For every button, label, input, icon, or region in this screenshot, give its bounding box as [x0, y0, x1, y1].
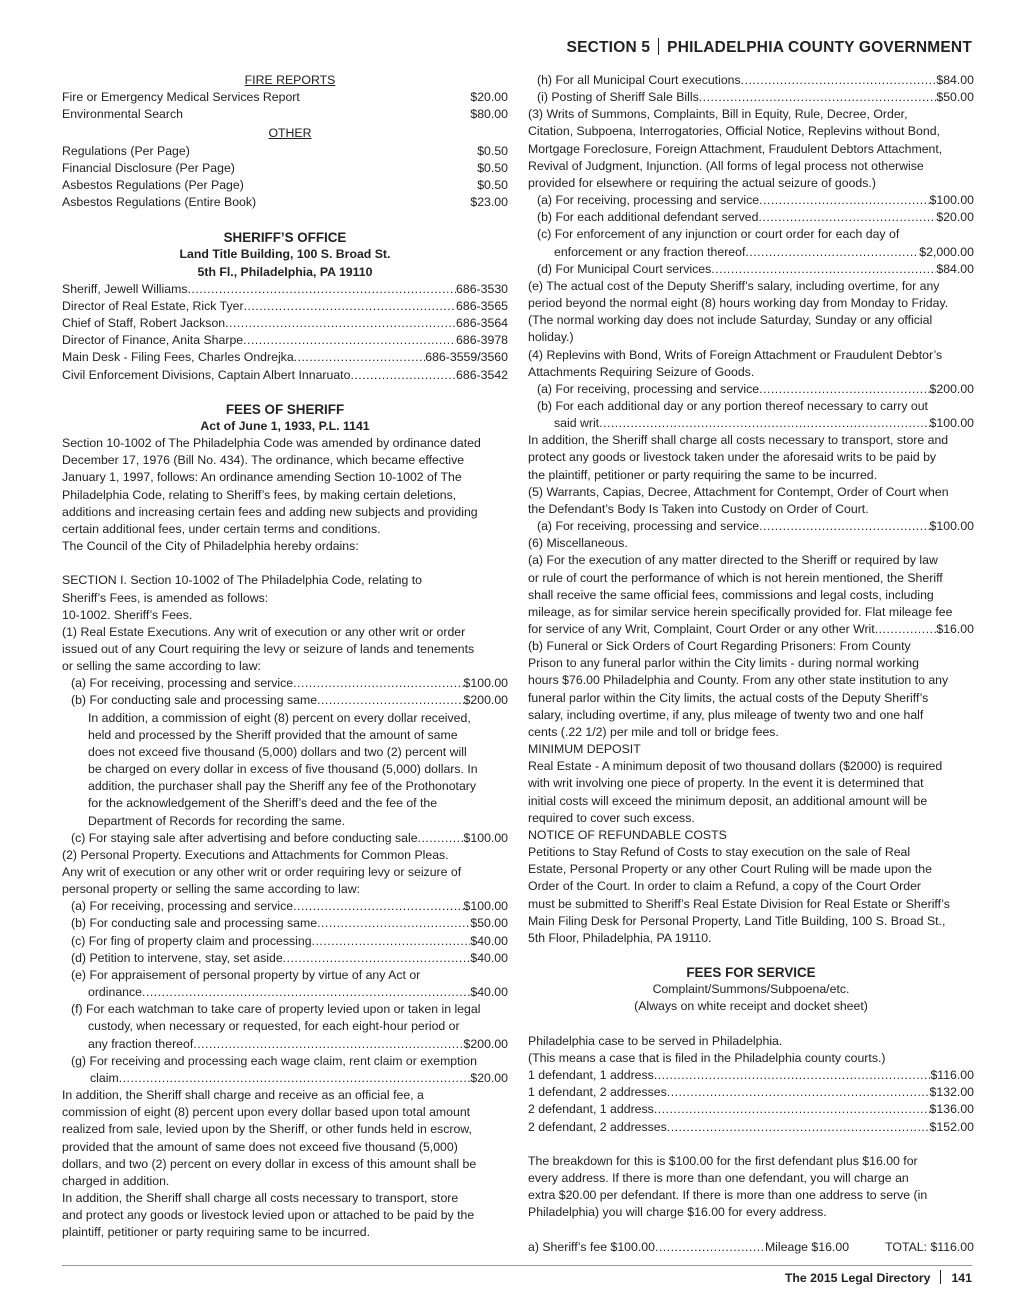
ordinance-intro	[62, 435, 508, 555]
fee-value: $50.00	[936, 90, 974, 105]
writs-fee-c	[528, 244, 974, 261]
text-line: (e) The actual cost of the Deputy Sheriff’s salary, including overtime, for any	[528, 278, 940, 293]
leader-dots	[119, 1070, 471, 1087]
fee-value: $100.00	[463, 830, 508, 845]
fee-label: Civil Enforcement Divisions, Captain Albert Innaruato	[62, 367, 351, 382]
fee-row	[62, 177, 508, 194]
text-line: Philadelphia case to be served in Philadelphia.	[528, 1033, 783, 1048]
leader-dots	[654, 1101, 930, 1118]
text-line: The breakdown for this is $100.00 for the first defendant plus $16.00 for	[528, 1153, 918, 1168]
fee-label: Main Desk - Filing Fees, Charles Ondrejka	[62, 350, 294, 365]
fee-label: any fraction thereof	[88, 1036, 194, 1051]
section-one-text	[62, 572, 508, 675]
leader-dots	[418, 830, 464, 847]
other-heading: OTHER	[268, 126, 312, 141]
fee-row	[62, 1036, 508, 1053]
fee-row	[528, 415, 974, 432]
text-line: (1) Real Estate Executions. Any writ of execution or any other writ or order	[62, 624, 466, 639]
fee-value: $0.50	[477, 177, 508, 192]
leader-dots	[599, 415, 929, 432]
text-line: Section 10-1002 of The Philadelphia Code was amended by ordinance dated	[62, 436, 481, 451]
sheriff-office-heading: SHERIFF’S OFFICE	[223, 230, 347, 246]
fire-reports-heading: FIRE REPORTS	[244, 73, 336, 87]
fee-row	[62, 984, 508, 1001]
fee-row	[62, 332, 508, 349]
fee-row	[528, 244, 974, 261]
section-header	[567, 38, 972, 57]
fee-value: 686-3542	[456, 367, 508, 382]
fee-row	[62, 143, 508, 160]
text-line: and protect any goods or livestock levied upon or attached to be paid by the	[62, 1208, 475, 1223]
fee-label: 2 defendant, 1 address	[528, 1102, 654, 1117]
text-line: Philadelphia) you will charge $16.00 for every address.	[528, 1205, 827, 1220]
right-column	[528, 72, 974, 1256]
text-line: Real Estate - A minimum deposit of two thousand dollars ($2000) is required	[528, 759, 943, 774]
fee-row	[528, 209, 974, 226]
text-line: held and processed by the Sheriff provided that the amount of same	[88, 727, 458, 742]
fee-row	[528, 518, 974, 535]
leader-dots	[193, 1036, 463, 1053]
fee-row	[62, 315, 508, 332]
fee-label: 1 defendant, 2 addresses	[528, 1085, 667, 1100]
fees-act-citation: Act of June 1, 1933, P.L. 1141	[200, 418, 370, 433]
fee-row	[528, 1067, 974, 1084]
fee-row	[62, 1070, 508, 1087]
text-line: shall receive the same official fees, commissions and legal costs, including	[528, 587, 934, 602]
text-line: addition, the purchaser shall pay the Sheriff any fee of the Prothonotary	[88, 779, 477, 794]
text-line: 5th Floor, Philadelphia, PA 19110.	[528, 930, 712, 945]
leader-dots	[759, 518, 929, 535]
fee-label: Asbestos Regulations (Per Page)	[62, 177, 244, 192]
sheriff-fee-label: a) Sheriff’s fee $100.00	[528, 1239, 655, 1254]
text-line: the Defendant’s Body Is Taken into Custody on Order of Court.	[528, 501, 869, 516]
text-line: Attachments Requiring Seizure of Goods.	[528, 364, 755, 379]
text-line: realized from sale, levied upon by the Sheriff, or other funds held in escrow,	[62, 1122, 472, 1137]
misc-text	[528, 535, 974, 621]
fee-row	[62, 933, 508, 950]
pp-fee-f-text	[62, 1001, 508, 1035]
leader-dots	[667, 1084, 930, 1101]
fee-label: (a) For receiving, processing and service	[71, 899, 294, 914]
text-line: Citation, Subpoena, Interrogatories, Official Notice, Replevins without Bond,	[528, 124, 940, 139]
leader-dots	[293, 898, 463, 915]
fee-label: enforcement or any fraction thereof	[554, 244, 746, 259]
deputy-salary-text	[528, 278, 974, 381]
fee-label: (c) For fing of property claim and processing	[71, 933, 312, 948]
text-line: Revival of Judgment, Injunction. (All forms of legal process not otherwise	[528, 158, 924, 173]
fee-label: (a) For receiving, processing and service	[537, 519, 760, 534]
text-line: SECTION I. Section 10-1002 of The Philadelphia Code, relating to	[62, 573, 423, 588]
fee-row	[62, 281, 508, 298]
left-column	[62, 72, 508, 1241]
pp-fee-g	[62, 1070, 508, 1087]
leader-dots	[225, 315, 456, 332]
fee-row	[62, 675, 508, 692]
pp-fee-g-text: (g) For receiving and processing each wage claim, rent claim or exemption	[71, 1053, 477, 1068]
footer-divider	[940, 1270, 941, 1284]
text-line: issued out of any Court requiring the levy or seizure of lands and tenements	[62, 641, 475, 656]
fee-row	[528, 261, 974, 278]
text-line: certain additional fees, under certain terms and conditions.	[62, 521, 381, 536]
page-footer	[785, 1270, 972, 1285]
text-line: provided for elsewhere or requiring the actual seizure of goods.)	[528, 175, 876, 190]
fee-value: $40.00	[470, 950, 508, 965]
fee-value: $20.00	[470, 90, 508, 105]
fee-label: Sheriff, Jewell Williams	[62, 281, 188, 296]
fee-label: (b) For conducting sale and processing same	[71, 693, 318, 708]
fee-value: $84.00	[936, 261, 974, 276]
text-line: (This means a case that is filed in the Philadelphia county courts.)	[528, 1050, 886, 1065]
leader-dots	[350, 367, 456, 384]
fee-row	[62, 298, 508, 315]
text-line: mileage, as for similar service herein specifically provided for. Flat mileage fee	[528, 604, 953, 619]
text-line: for the acknowledgement of the Sheriff’s deed and the fee of the	[88, 796, 438, 811]
text-line: or rule of court the performance of which is not herein mentioned, the Sheriff	[528, 570, 943, 585]
replevin-fee-b-text: (b) For each additional day or any portion thereof necessary to carry out	[537, 398, 928, 413]
text-line: extra $20.00 per defendant. If there is more than one address to serve (in	[528, 1188, 928, 1203]
fee-label: Director of Finance, Anita Sharpe	[62, 333, 244, 348]
text-line: Order of the Court. In order to claim a Refund, a copy of the Court Order	[528, 879, 922, 894]
service-fees-list	[528, 1067, 974, 1136]
text-line: cents (.22 1/2) per mile and toll or bridge fees.	[528, 724, 779, 739]
text-line: MINIMUM DEPOSIT	[528, 742, 641, 757]
fee-value: 686-3565	[456, 298, 508, 313]
fee-row	[62, 349, 508, 366]
footer-rule	[62, 1265, 972, 1266]
total-label: TOTAL: $116.00	[885, 1239, 974, 1254]
leader-dots	[875, 621, 937, 638]
fee-label: (a) For receiving, processing and service	[71, 676, 294, 691]
publication-name: The 2015 Legal Directory	[784, 1271, 931, 1285]
text-line: In addition, the Sheriff shall charge all costs necessary to transport, store	[62, 1190, 459, 1205]
fee-row	[62, 950, 508, 967]
leader-dots	[759, 192, 929, 209]
text-line: plaintiff, petitioner or party requiring same to be incurred.	[62, 1225, 371, 1240]
funeral-deposit-refund-text	[528, 638, 974, 947]
text-line: additions and increasing certain fees and adding new subjects and providing	[62, 504, 478, 519]
text-line: The Council of the City of Philadelphia hereby ordains:	[62, 539, 359, 554]
service-subheading-2: (Always on white receipt and docket sheet)	[634, 999, 868, 1014]
fee-value: $20.00	[470, 1070, 508, 1085]
fee-label: (d) Petition to intervene, stay, set aside	[71, 950, 283, 965]
sheriff-address-line2: 5th Fl., Philadelphia, PA 19110	[197, 264, 373, 279]
fee-row	[528, 192, 974, 209]
text-line: In addition, the Sheriff shall charge and receive as an official fee, a	[62, 1088, 424, 1103]
mileage-label: Mileage $16.00	[764, 1239, 850, 1254]
fee-value: $50.00	[470, 916, 508, 931]
text-line: Department of Records for recording the same.	[88, 813, 345, 828]
fee-label: ordinance	[88, 985, 143, 1000]
fee-label: Chief of Staff, Robert Jackson	[62, 316, 226, 331]
fee-row	[528, 1084, 974, 1101]
service-intro	[528, 1033, 974, 1067]
text-line: December 17, 1976 (Bill No. 434). The ordinance, which became effective	[62, 453, 465, 468]
fee-row	[62, 160, 508, 177]
transport-text	[528, 432, 974, 518]
fee-label: 2 defendant, 2 addresses	[528, 1119, 667, 1134]
leader-dots	[654, 1067, 931, 1084]
fee-value: $23.00	[470, 195, 508, 210]
fee-value: $200.00	[463, 693, 508, 708]
text-line: required to cover such excess.	[528, 810, 695, 825]
writs-fees	[528, 192, 974, 226]
breakdown-text	[528, 1153, 974, 1222]
text-line: In addition, a commission of eight (8) percent on every dollar received,	[88, 710, 471, 725]
section-title: PHILADELPHIA COUNTY GOVERNMENT	[667, 39, 972, 56]
real-estate-fee-c	[62, 830, 508, 847]
text-line: Main Filing Desk for Personal Property, Land Title Building, 100 S. Broad St.,	[528, 913, 946, 928]
writs-fee-c-text: (c) For enforcement of any injunction or court order for each day of	[537, 227, 900, 242]
fee-label: Regulations (Per Page)	[62, 143, 190, 158]
text-line: holiday.)	[528, 330, 574, 345]
text-line: Philadelphia Code, relating to Sheriff’s fees, by making certain deletions,	[62, 487, 457, 502]
text-line: period beyond the normal eight (8) hours working day from Monday to Friday.	[528, 296, 949, 311]
leader-dots	[667, 1119, 930, 1136]
leader-dots	[317, 915, 470, 932]
real-estate-fees	[62, 675, 508, 709]
fee-label: Director of Real Estate, Rick Tyer	[62, 298, 244, 313]
fee-row	[528, 89, 974, 106]
leader-dots	[745, 244, 919, 261]
text-line: (3) Writs of Summons, Complaints, Bill in Equity, Rule, Decree, Order,	[528, 107, 908, 122]
text-line: commission of eight (8) percent upon every dollar based upon total amount	[62, 1105, 471, 1120]
leader-dots	[711, 261, 936, 278]
leader-dots	[741, 72, 937, 89]
text-line: with writ involving one piece of property. In the event it is determined that	[528, 776, 924, 791]
text-line: dollars, and two (2) percent on every dollar in excess of this amount shall be	[62, 1156, 477, 1171]
fee-value: $152.00	[929, 1119, 974, 1134]
fee-value: $16.00	[936, 622, 974, 636]
final-fee-line	[528, 1239, 974, 1256]
municipal-fees	[528, 72, 974, 106]
fee-value: $40.00	[470, 933, 508, 948]
fee-label: (c) For staying sale after advertising and before conducting sale	[71, 830, 418, 845]
writs-fee-d	[528, 261, 974, 278]
fee-value: $84.00	[936, 73, 974, 87]
leader-dots	[758, 209, 936, 226]
pp-fee-f	[62, 1036, 508, 1053]
leader-dots	[188, 281, 457, 298]
section-number: SECTION 5	[566, 39, 651, 56]
text-line: Any writ of execution or any other writ or order requiring levy or seizure of	[62, 865, 462, 879]
fee-value: $100.00	[463, 676, 508, 691]
leader-dots	[759, 381, 929, 398]
text-line: personal property or selling the same according to law:	[62, 882, 361, 897]
fees-of-sheriff-heading: FEES OF SHERIFF	[225, 401, 345, 417]
fee-label: said writ	[554, 416, 600, 431]
fee-value: $100.00	[929, 416, 974, 431]
text-line: In addition, the Sheriff shall charge all costs necessary to transport, store and	[528, 433, 949, 448]
fee-value: $100.00	[929, 519, 974, 534]
fee-value: $0.50	[477, 143, 508, 158]
fee-label: (a) For receiving, processing and service	[537, 381, 760, 396]
fee-label: 1 defendant, 1 address	[528, 1068, 654, 1083]
leader-dots	[655, 1239, 765, 1256]
fee-value: 686-3564	[456, 316, 508, 331]
fee-value: $20.00	[936, 210, 974, 225]
text-line: protect any goods or livestock taken under the aforesaid writs to be paid by	[528, 450, 937, 465]
fee-row	[62, 898, 508, 915]
leader-dots	[294, 349, 426, 366]
personal-property-fees	[62, 898, 508, 967]
personal-property-text	[62, 847, 508, 898]
fee-value: 686-3530	[456, 281, 508, 296]
fee-value: 686-3978	[456, 333, 508, 348]
text-line: hours $76.00 Philadelphia and County. From any other state institution to any	[528, 673, 949, 688]
fee-row	[528, 1119, 974, 1136]
fee-label: claim	[90, 1070, 119, 1085]
fee-row	[62, 89, 508, 106]
fee-label: for service of any Writ, Complaint, Court Order or any other Writ	[528, 622, 875, 636]
text-line: Prison to any funeral parlor within the City limits - during normal working	[528, 656, 919, 671]
fee-label: (i) Posting of Sheriff Sale Bills	[537, 90, 699, 105]
header-divider	[658, 38, 659, 55]
fee-row	[62, 194, 508, 211]
fee-label: (b) For conducting sale and processing same	[71, 916, 318, 931]
text-line: Petitions to Stay Refund of Costs to stay execution on the sale of Real	[528, 845, 911, 860]
fee-value: $200.00	[463, 1036, 508, 1051]
text-line: initial costs will exceed the minimum deposit, an additional amount will be	[528, 793, 928, 808]
fee-row	[62, 830, 508, 847]
text-line: Sheriff’s Fees, is amended as follows:	[62, 590, 269, 605]
text-line: (b) Funeral or Sick Orders of Court Regarding Prisoners: From County	[528, 639, 911, 654]
leader-dots	[283, 950, 471, 967]
text-line: (2) Personal Property. Executions and Attachments for Common Pleas.	[62, 847, 449, 862]
misc-mileage-fee	[528, 621, 974, 638]
page-number: 141	[951, 1271, 972, 1285]
fee-row	[528, 381, 974, 398]
text-line: Estate, Personal Property or any other Court Ruling will be made upon the	[528, 862, 932, 877]
text-line: be charged on every dollar in excess of five thousand (5,000) dollars. In	[88, 762, 478, 777]
fee-value: $116.00	[930, 1068, 974, 1083]
fee-row	[528, 72, 974, 89]
text-line: January 1, 1997, follows: An ordinance amending Section 10-1002 of The	[62, 470, 462, 485]
other-fees-list	[62, 143, 508, 212]
fee-value: $0.50	[477, 160, 508, 175]
text-line: (6) Miscellaneous.	[528, 536, 628, 551]
leader-dots	[699, 89, 937, 106]
leader-dots	[312, 933, 471, 950]
text-line: does not exceed five thousand (5,000) dollars and two (2) percent will	[88, 744, 467, 759]
closing-text	[62, 1087, 508, 1241]
fee-row	[62, 915, 508, 932]
warrant-fee-a	[528, 518, 974, 535]
sheriff-contacts-list	[62, 281, 508, 384]
fees-for-service-heading: FEES FOR SERVICE	[686, 965, 816, 981]
text-line: (5) Warrants, Capias, Decree, Attachment for Contempt, Order of Court when	[528, 484, 949, 499]
fee-row	[62, 106, 508, 123]
text-line: (f) For each watchman to take care of property levied upon or taken in legal	[71, 1002, 481, 1017]
fee-value: $136.00	[929, 1102, 974, 1117]
fee-value: $200.00	[929, 381, 974, 396]
text-line: funeral parlor within the City limits, the actual costs of the Deputy Sheriff’s	[528, 690, 929, 705]
text-line: or selling the same according to law:	[62, 659, 261, 674]
fee-value: $40.00	[470, 985, 508, 1000]
fee-value: 686-3559/3560	[425, 350, 508, 365]
text-line: salary, including overtime, if any, plus mileage of twenty two and one half	[528, 707, 924, 722]
fee-label: Fire or Emergency Medical Services Report	[62, 90, 300, 105]
text-line: (a) For the execution of any matter directed to the Sheriff or required by law	[528, 553, 938, 568]
text-line: provided that the amount of same does not exceed five thousand (5,000)	[62, 1139, 458, 1154]
text-line: every address. If there is more than one defendant, you will charge an	[528, 1170, 909, 1185]
fee-value: $132.00	[929, 1085, 974, 1100]
leader-dots	[243, 332, 456, 349]
fee-label: Asbestos Regulations (Entire Book)	[62, 195, 257, 210]
leader-dots	[142, 984, 470, 1001]
fee-label: (h) For all Municipal Court executions	[537, 73, 741, 87]
fee-value: $100.00	[463, 899, 508, 914]
pp-fee-e	[62, 984, 508, 1001]
text-line: 10-1002. Sheriff’s Fees.	[62, 607, 193, 622]
service-subheading-1: Complaint/Summons/Subpoena/etc.	[652, 982, 850, 997]
fee-row	[528, 1101, 974, 1118]
fee-value: $100.00	[929, 193, 974, 208]
fee-label: Environmental Search	[62, 107, 183, 122]
replevin-fee-a	[528, 381, 974, 398]
text-line: custody, when necessary or requested, for each eight-hour period or	[88, 1019, 460, 1034]
fee-row	[62, 367, 508, 384]
fee-label: (d) For Municipal Court services	[537, 261, 712, 276]
replevin-fee-b	[528, 415, 974, 432]
fee-label: Financial Disclosure (Per Page)	[62, 160, 235, 175]
text-line: must be submitted to Sheriff’s Real Estate Division for Real Estate or Sheriff’s	[528, 896, 950, 911]
fee-value: $80.00	[470, 107, 508, 122]
commission-text	[62, 710, 508, 830]
text-line: (4) Replevins with Bond, Writs of Foreign Attachment or Fraudulent Debtor’s	[528, 347, 943, 362]
text-line: (The normal working day does not include Saturday, Sunday or any official	[528, 313, 933, 328]
fire-reports-list	[62, 89, 508, 123]
text-line: NOTICE OF REFUNDABLE COSTS	[528, 827, 727, 842]
fee-label: (b) For each additional defendant served	[537, 210, 759, 225]
leader-dots	[293, 675, 463, 692]
writs-text	[528, 106, 974, 192]
sheriff-address-line1: Land Title Building, 100 S. Broad St.	[179, 247, 391, 262]
leader-dots	[244, 298, 456, 315]
text-line: Mortgage Foreclosure, Foreign Attachment, Fraudulent Debtors Attachment,	[528, 141, 943, 156]
fee-value: $2,000.00	[919, 244, 974, 259]
fee-row	[528, 621, 974, 638]
fee-row	[62, 692, 508, 709]
text-line: the plaintiff, petitioner or party requiring the same to be incurred.	[528, 467, 878, 482]
fee-label: (a) For receiving, processing and service	[537, 193, 760, 208]
leader-dots	[317, 692, 463, 709]
text-line: charged in addition.	[62, 1173, 170, 1188]
pp-fee-e-text: (e) For appraisement of personal property by virtue of any Act or	[71, 967, 421, 982]
